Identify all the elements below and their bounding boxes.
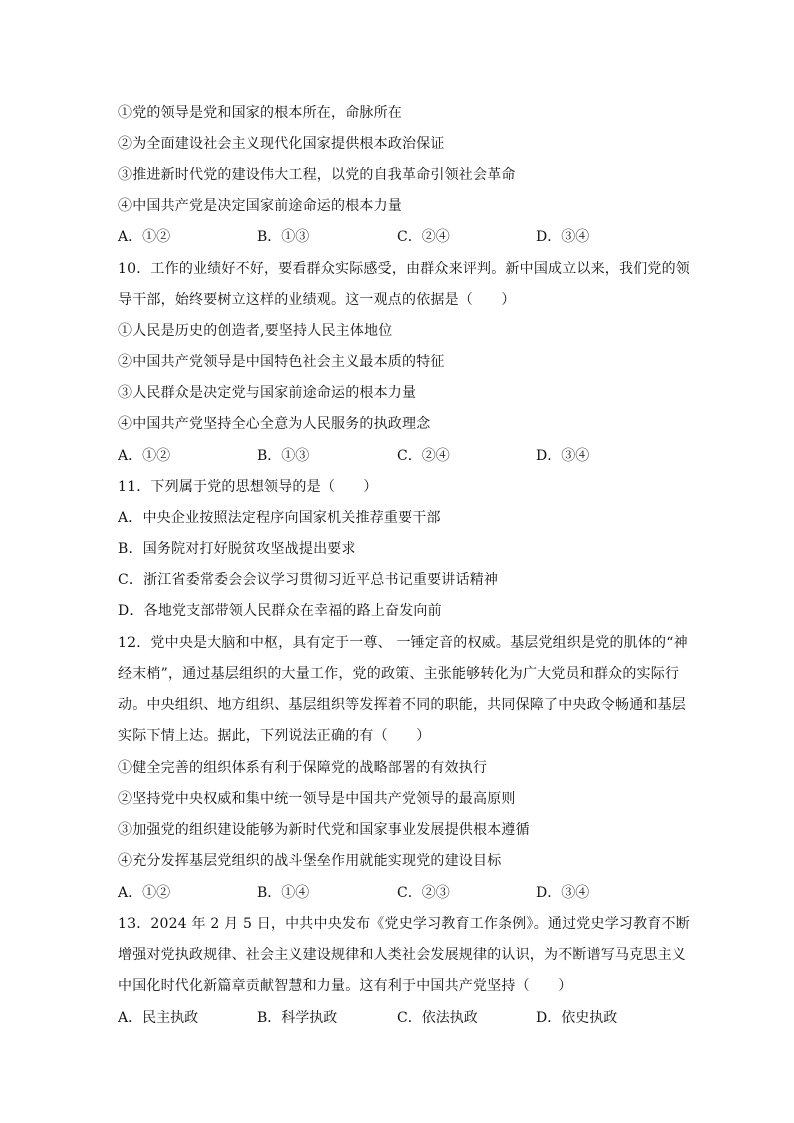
q10-option-d: D．③④ [536,448,590,464]
q10-option-a: A．①② [118,448,171,464]
q12-statement-4: ④充分发挥基层党组织的战斗堡垒作用就能实现党的建设目标 [118,853,502,869]
q12-options [118,883,678,903]
q9-statement-3: ③推进新时代党的建设伟大工程，以党的自我革命引领社会革命 [118,167,516,183]
q13-options [118,1008,678,1028]
q10-statement-1: ①人民是历史的创造者,要坚持人民主体地位 [118,323,393,339]
q13-option-b: B．科学执政 [257,1010,338,1026]
q10-statement-3: ③人民群众是决定党与国家前途命运的根本力量 [118,385,417,401]
q10-statement-2: ②中国共产党领导是中国特色社会主义最本质的特征 [118,354,445,370]
q12-option-c: C．②③ [397,885,450,901]
q9-option-d: D．③④ [536,229,590,245]
q9-option-c: C．②④ [397,229,450,245]
q11-option-c: C．浙江省委常委会会议学习贯彻习近平总书记重要讲话精神 [118,572,499,588]
q10-statement-4: ④中国共产党坚持全心全意为人民服务的执政理念 [118,416,431,432]
q13-stem-line-2: 增强对党执政规律、社会主义建设规律和人类社会发展规律的认识，为不断谱写马克思主义 [118,947,686,963]
q12-statement-1: ①健全完善的组织体系有利于保障党的战略部署的有效执行 [118,760,488,776]
q9-statement-4: ④中国共产党是决定国家前途命运的根本力量 [118,198,402,214]
q9-statement-1: ①党的领导是党和国家的根本所在，命脉所在 [118,105,402,121]
q13-option-a: A．民主执政 [118,1010,199,1026]
q13-stem-line-3: 中国化时代化新篇章贡献智慧和力量。这有利于中国共产党坚持（ ） [118,978,573,994]
q12-option-a: A．①② [118,885,171,901]
q9-options [118,227,678,247]
q11-option-d: D．各地党支部带领人民群众在幸福的路上奋发向前 [118,603,442,619]
q13-stem-line-1: 13．2024 年 2 月 5 日，中共中央发布《党史学习教育工作条例》。通过党史学习教育不断 [118,916,690,932]
q10-stem-line-1: 10．工作的业绩好不好，要看群众实际感受，由群众来评判。新中国成立以来，我们党的领 [118,261,691,277]
q11-option-a: A．中央企业按照法定程序向国家机关推荐重要干部 [118,510,441,526]
q10-stem-line-2: 导干部，始终要树立这样的业绩观。这一观点的依据是（ ） [118,292,516,308]
q12-option-b: B．①④ [257,885,310,901]
q9-option-b: B．①③ [257,229,310,245]
q12-stem-line-3: 动。中央组织、地方组织、基层组织等发挥着不同的职能，共同保障了中央政令畅通和基层 [118,697,686,713]
q9-option-a: A．①② [118,229,171,245]
q13-option-c: C．依法执政 [397,1010,478,1026]
q12-option-d: D．③④ [536,885,590,901]
q10-options [118,446,678,466]
q10-option-c: C．②④ [397,448,450,464]
q11-option-b: B．国务院对打好脱贫攻坚战提出要求 [118,541,356,557]
q10-option-b: B．①③ [257,448,310,464]
q12-statement-3: ③加强党的组织建设能够为新时代党和国家事业发展提供根本遵循 [118,822,530,838]
q12-statement-2: ②坚持党中央权威和集中统一领导是中国共产党领导的最高原则 [118,791,516,807]
q12-stem-line-2: 经末梢”，通过基层组织的大量工作，党的政策、主张能够转化为广大党员和群众的实际行 [118,666,680,682]
q12-stem-line-4: 实际下情上达。据此，下列说法正确的有（ ） [118,728,431,744]
q13-option-d: D．依史执政 [536,1010,618,1026]
q11-stem: 11．下列属于党的思想领导的是（ ） [118,479,378,495]
q9-statement-2: ②为全面建设社会主义现代化国家提供根本政治保证 [118,136,445,152]
q12-stem-line-1: 12．党中央是大脑和中枢，具有定于一尊、 一锤定音的权威。基层党组织是党的肌体的“神 [118,635,688,651]
